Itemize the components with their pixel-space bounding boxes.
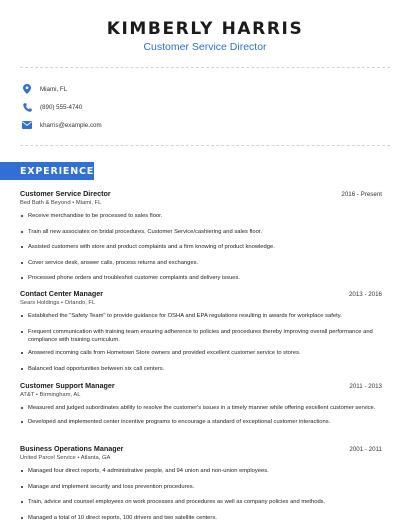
phone-text: (890) 555-4740 <box>40 103 83 111</box>
contact-phone <box>22 100 82 114</box>
job-location: Atlanta, GA <box>80 455 111 461</box>
job-company-line: Sears Holdings • Orlando, FL <box>20 300 96 306</box>
contact-email <box>22 118 102 132</box>
list-item: Established the "Safety Team" to provide guidance for OSHA and EPA regulations resulting in awards for workplace safety. <box>20 312 382 320</box>
divider <box>20 67 390 68</box>
list-item: Train all new associates on bridal procedures, Customer Service/cashiering and sales floor. <box>20 228 382 236</box>
location-text: Miami, FL <box>40 85 68 93</box>
candidate-role: Customer Service Director <box>143 41 267 53</box>
list-item: Developed and implemented center incentive programs to encourage a standard of exceptional customer interactions. <box>20 418 382 426</box>
job-bullets <box>20 312 382 373</box>
job-company-line: AT&T • Birmingham, AL <box>20 392 81 398</box>
job-location: Orlando, FL <box>64 300 96 306</box>
job-title: Contact Center Manager <box>20 289 104 298</box>
divider <box>20 145 390 146</box>
list-item: Frequent communication with training team ensuring adherence to policies and procedures thereby improving overall performance and compliance with training curriculum. <box>20 328 382 344</box>
email-text: kharris@example.com <box>40 121 102 129</box>
section-heading-experience: EXPERIENCE <box>0 162 94 180</box>
job-title: Customer Support Manager <box>20 381 115 390</box>
job-entry <box>20 189 382 290</box>
job-bullets <box>20 212 382 282</box>
list-item: Answered incoming calls from Hometown Store owners and provided excellent customer service to stores. <box>20 349 382 357</box>
list-item: Assisted customers with store and product complaints and a firm knowing of product knowledge. <box>20 243 382 251</box>
job-dates: 2001 - 2011 <box>349 446 382 453</box>
job-dates: 2011 - 2013 <box>349 383 382 390</box>
job-entry <box>20 444 382 529</box>
job-title: Customer Service Director <box>20 189 111 198</box>
job-company-line: Bed Bath & Beyond • Miami, FL <box>20 200 102 206</box>
job-entry <box>20 289 382 380</box>
list-item: Balanced load opportunities between six call centers. <box>20 365 382 373</box>
list-item: Managed a total of 10 direct reports, 100 drivers and two satellite centers. <box>20 514 382 522</box>
phone-icon <box>22 102 32 112</box>
list-item: Measured and judged subordinates ability to resolve the customer's issues in a timely manner while offering excellent customer service. <box>20 404 382 412</box>
list-item: Receive merchandise to be processed to sales floor. <box>20 212 382 220</box>
job-dates: 2013 - 2016 <box>348 291 382 298</box>
job-dates: 2016 - Present <box>341 191 382 198</box>
job-location: Birmingham, AL <box>39 392 81 398</box>
list-item: Train, advice and counsel employees on work processes and procedures as well as company policies and methods. <box>20 498 382 506</box>
list-item: Manage and implement security and loss prevention procedures. <box>20 483 382 491</box>
candidate-name: KIMBERLY HARRIS <box>106 19 304 39</box>
job-bullets <box>20 467 382 522</box>
job-company: Sears Holdings <box>20 300 60 306</box>
job-company: United Parcel Service <box>20 455 76 461</box>
contact-location <box>22 82 67 96</box>
mail-icon <box>22 120 32 130</box>
job-title: Business Operations Manager <box>20 444 124 453</box>
list-item: Managed four direct reports, 4 administrative people, and 94 union and non-union employees. <box>20 467 382 475</box>
job-company-line: United Parcel Service • Atlanta, GA <box>20 455 111 461</box>
job-company: AT&T <box>20 392 35 398</box>
map-pin-icon <box>22 84 32 94</box>
job-location: Miami, FL <box>75 200 102 206</box>
job-bullets <box>20 404 382 426</box>
job-company: Bed Bath & Beyond <box>20 200 71 206</box>
list-item: Processed phone orders and troubleshot customer complaints and delivery issues. <box>20 274 382 282</box>
job-entry <box>20 381 382 433</box>
list-item: Cover service desk, answer calls, process returns and exchanges. <box>20 259 382 267</box>
